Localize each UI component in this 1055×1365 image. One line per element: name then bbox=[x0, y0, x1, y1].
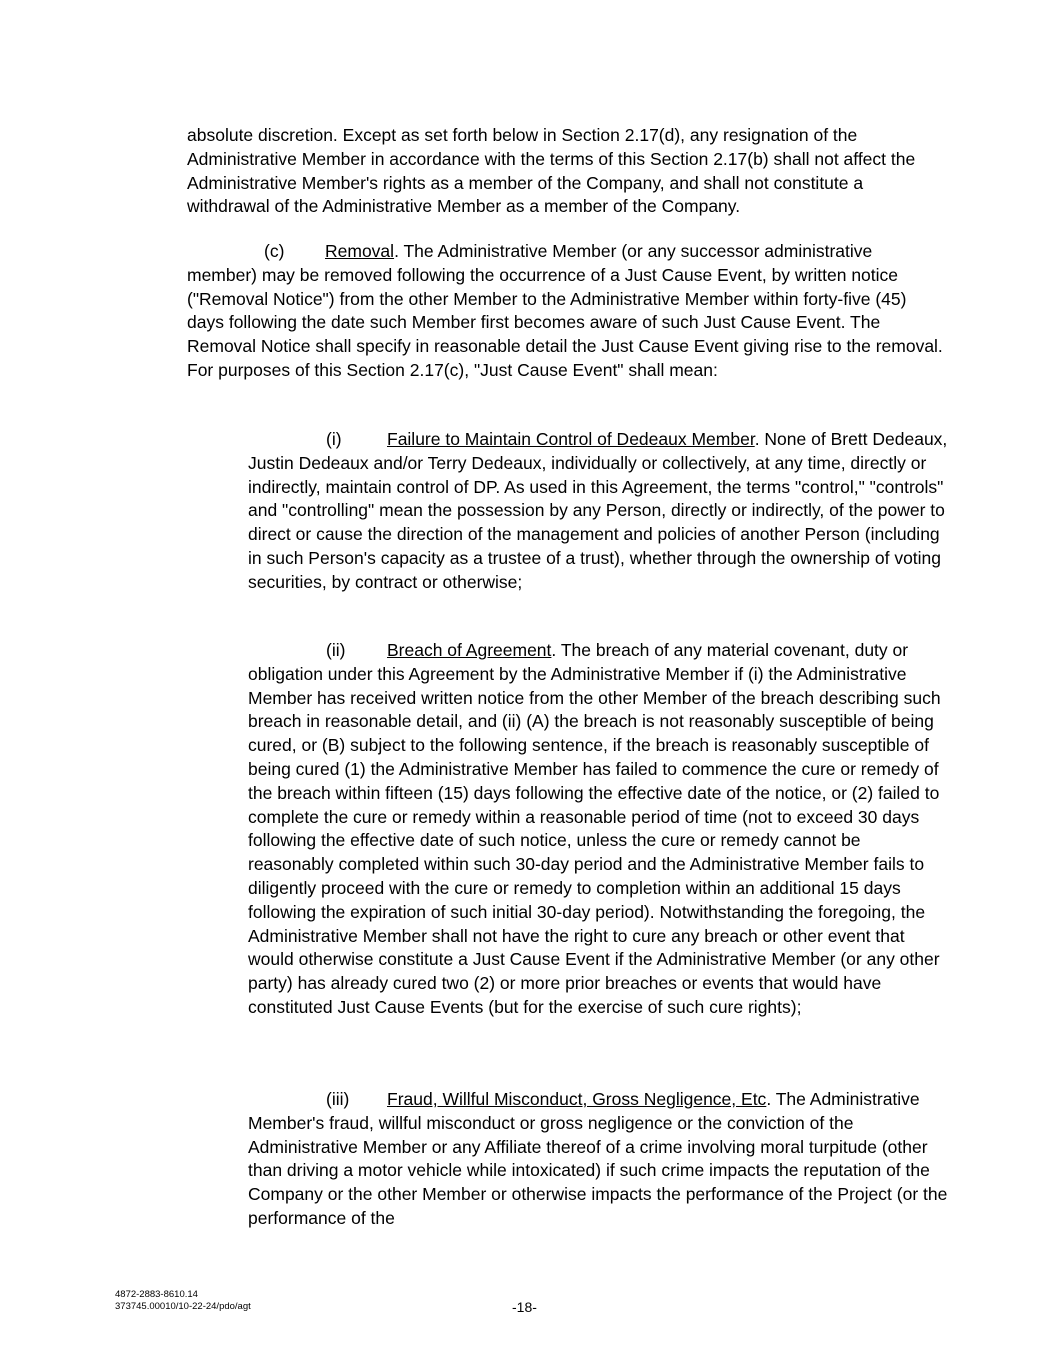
section-body-removal: . The Administrative Member (or any successor administrative member) may be removed following the occurrence of a Just Cause Event, by written notice ("Removal Notice") from the other Member to the Administrative Member within forty-five (45) days following the date such Member first becomes aware of such Just Cause Event. The Removal Notice shall specify in reasonable detail the Just Cause Event giving rise to the removal. For purposes of this Section 2.17(c), "Just Cause Event" shall mean: bbox=[187, 241, 943, 380]
footer-doc-id-line-1: 4872-2883-8610.14 bbox=[115, 1289, 198, 1300]
clause-heading-iii: Fraud, Willful Misconduct, Gross Negligence, Etc bbox=[387, 1089, 767, 1109]
clause-body-ii: . The breach of any material covenant, duty or obligation under this Agreement by the Administrative Member if (i) the Administrative Member has received written notice from the other Member of the breach describing such breach in reasonable detail, and (ii) (A) the breach is not reasonably susceptible of being cured, or (B) subject to the following sentence, if the breach is reasonably susceptible of being cured (1) the Administrative Member has failed to commence the cure or remedy of the breach within fifteen (15) days following the effective date of the notice, or (2) failed to complete the cure or remedy within a reasonable period of time (not to exceed 30 days following the effective date of such notice, unless the cure or remedy cannot be reasonably completed within such 30-day period and the Administrative Member fails to diligently proceed with the cure or remedy to completion within an additional 15 days following the expiration of such initial 30-day period). Notwithstanding the foregoing, the Administrative Member shall not have the right to cure any breach or other event that would otherwise constitute a Just Cause Event if the Administrative Member (or any other party) has already cured two (2) or more prior breaches or events that would have constituted Just Cause Events (but for the exercise of such cure rights); bbox=[248, 640, 941, 1017]
section-heading-removal: Removal bbox=[325, 241, 395, 261]
clause-heading-i: Failure to Maintain Control of Dedeaux Member bbox=[387, 429, 755, 449]
section-2-17-c-removal bbox=[187, 240, 947, 383]
clause-i-failure-to-maintain-control bbox=[248, 428, 948, 595]
footer-doc-id-line-2: 373745.00010/10-22-24/pdo/agt bbox=[115, 1301, 251, 1312]
footer-document-id bbox=[115, 1289, 251, 1313]
paragraph-continuation-text: absolute discretion. Except as set forth below in Section 2.17(d), any resignation of the Administrative Member in accordance with the terms of this Section 2.17(b) shall not affect the Administrative Member's rights as a member of the Company, and shall not constitute a withdrawal of the Administrative Member as a member of the Company. bbox=[187, 125, 916, 217]
clause-iii-fraud-misconduct bbox=[248, 1088, 948, 1231]
clause-number-i: (i) bbox=[326, 429, 342, 449]
clause-ii-breach-of-agreement bbox=[248, 639, 948, 1020]
clause-number-ii: (ii) bbox=[326, 640, 346, 660]
page-number: -18- bbox=[512, 1299, 537, 1315]
clause-number-iii: (iii) bbox=[326, 1089, 350, 1109]
clause-body-i: . None of Brett Dedeaux, Justin Dedeaux and/or Terry Dedeaux, individually or collectively, at any time, directly or indirectly, maintain control of DP. As used in this Agreement, the terms "control," "controls" and "controlling" mean the possession by any Person, directly or indirectly, of the power to direct or cause the direction of the management and policies of another Person (including in such Person's capacity as a trustee of a trust), whether through the ownership of voting securities, by contract or otherwise; bbox=[248, 429, 948, 592]
clause-body-iii: . The Administrative Member's fraud, willful misconduct or gross negligence or the conviction of the Administrative Member or any Affiliate thereof of a crime involving moral turpitude (other than driving a motor vehicle while intoxicated) if such crime impacts the reputation of the Company or the other Member or otherwise impacts the performance of the Project (or the performance of the bbox=[248, 1089, 948, 1228]
paragraph-continuation bbox=[187, 124, 947, 219]
section-number-c: (c) bbox=[264, 241, 285, 261]
clause-heading-ii: Breach of Agreement bbox=[387, 640, 552, 660]
